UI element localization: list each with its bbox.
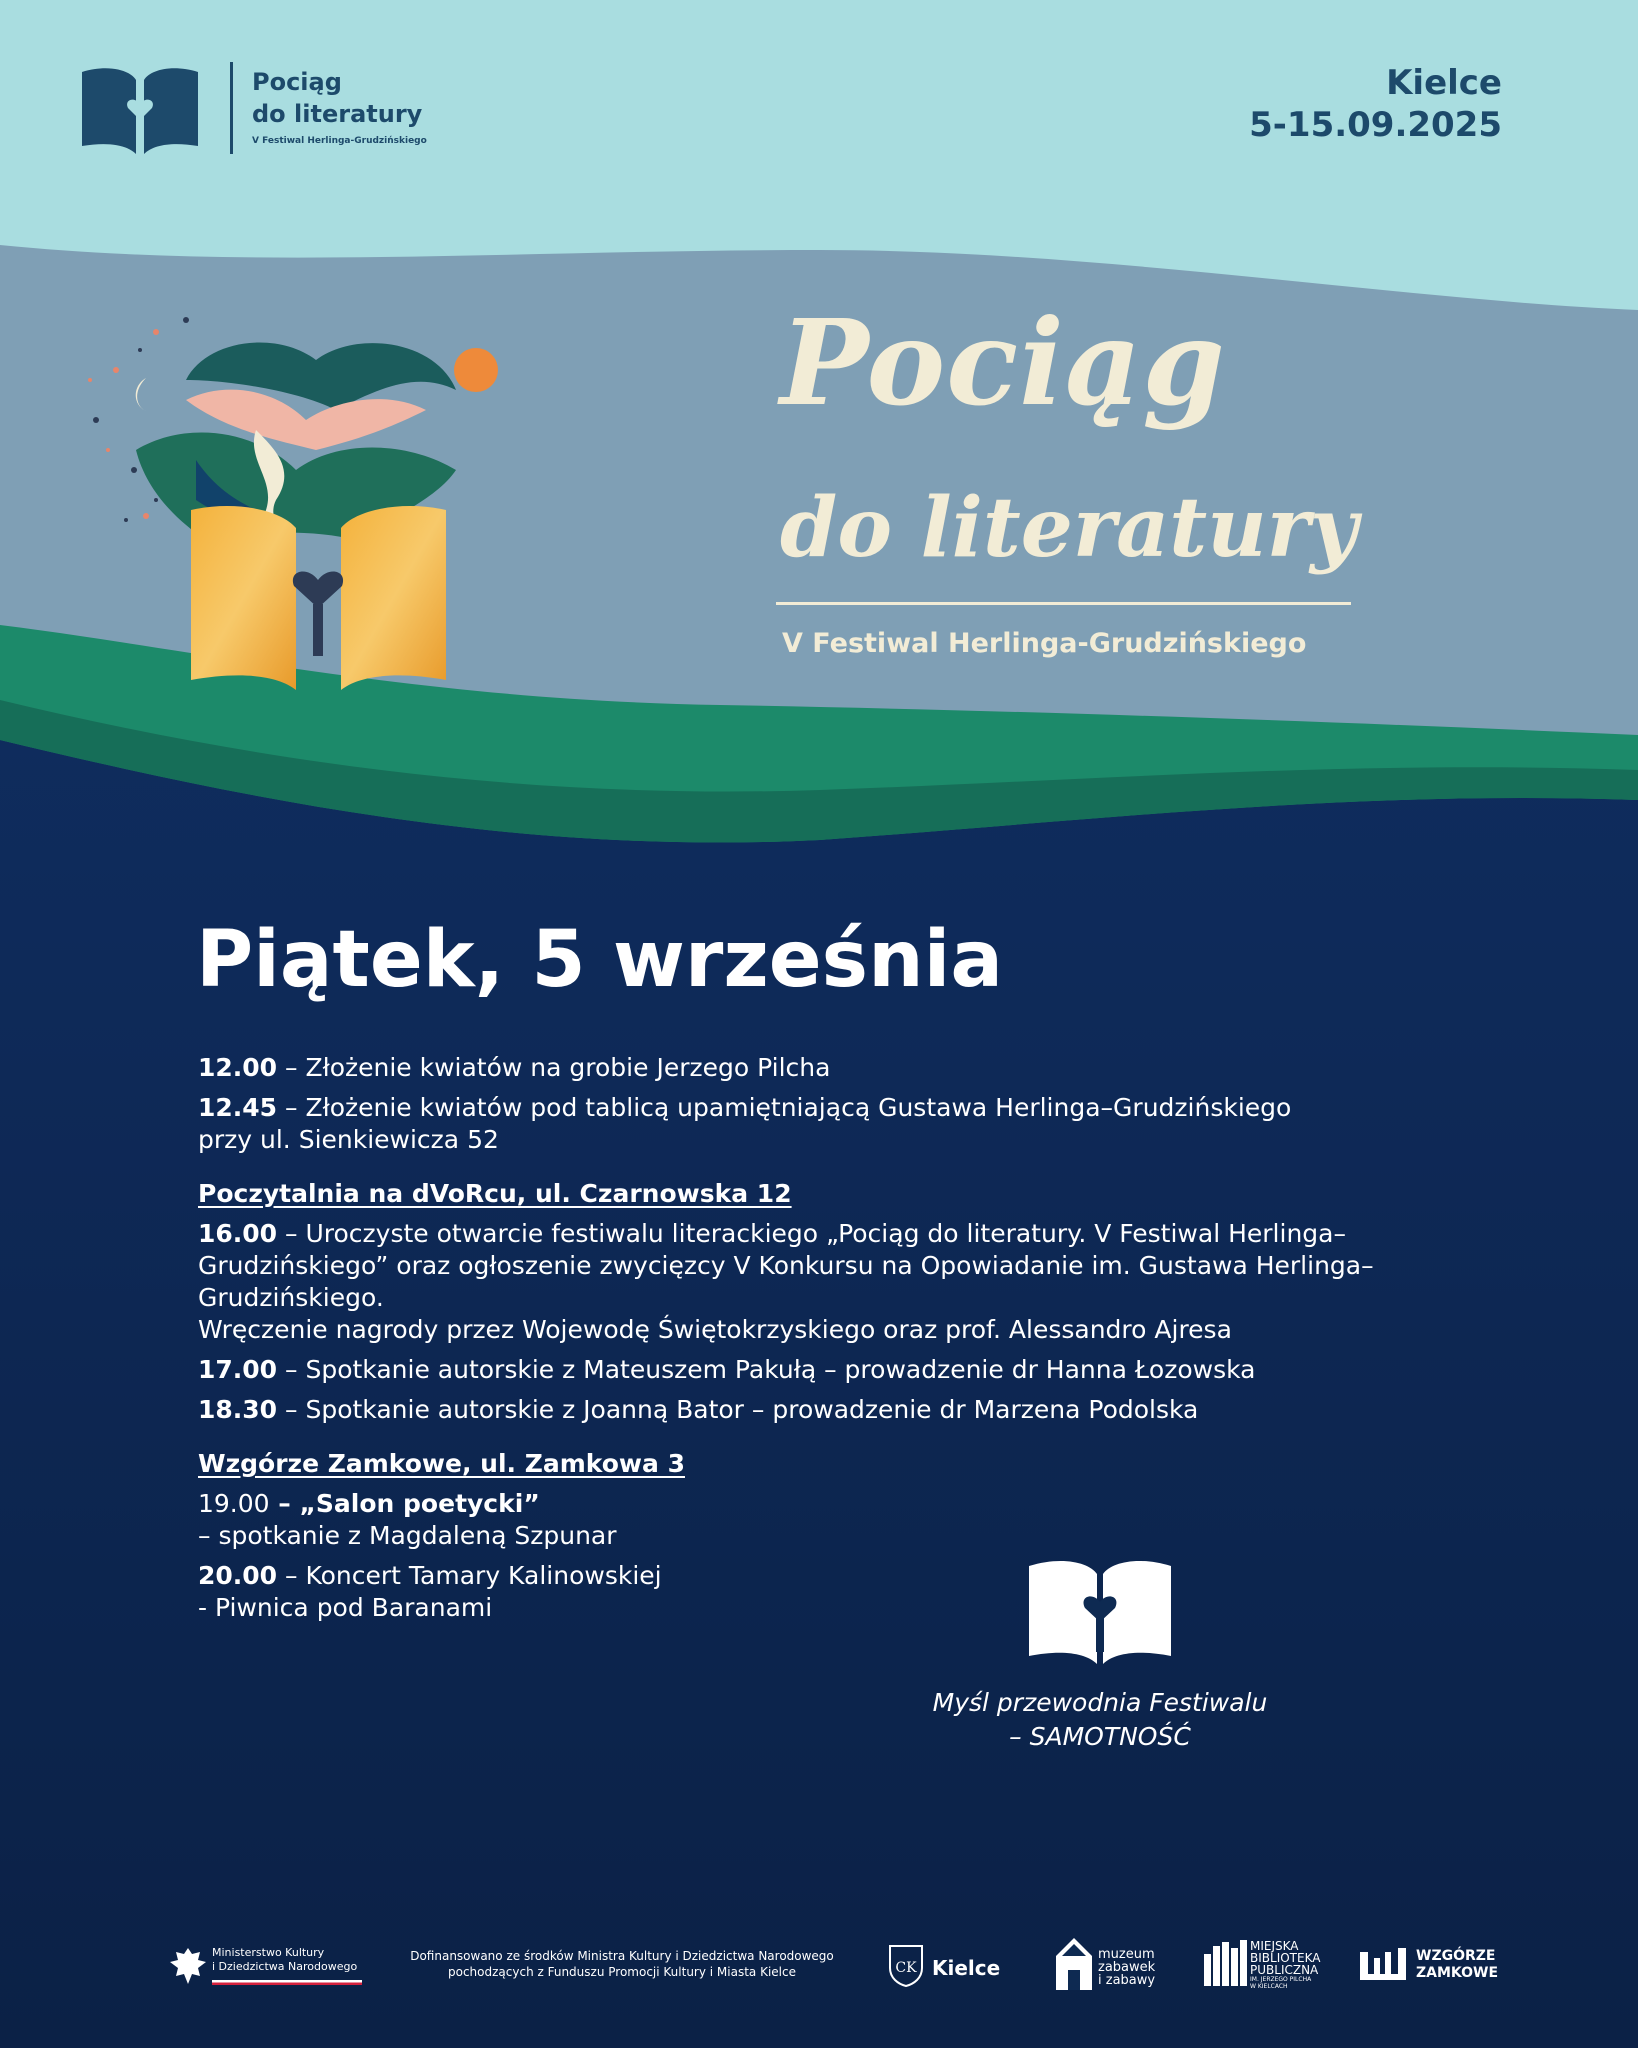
- entry-time: 12.00: [198, 1053, 278, 1082]
- program-entry: [198, 1052, 1498, 1084]
- wzgorze-line1: WZGÓRZE: [1416, 1948, 1496, 1964]
- entry-time: 12.45: [198, 1093, 278, 1122]
- wzgorze-logo: [1358, 1946, 1508, 1990]
- entry-text: Wręczenie nagrody przez Wojewodę Świętokrzyskiego oraz prof. Alessandro Ajresa: [198, 1315, 1232, 1344]
- books-icon: [1202, 1938, 1250, 1988]
- entry-text: - Piwnica pod Baranami: [198, 1593, 493, 1622]
- logo-divider: [230, 62, 233, 154]
- program-entry: [198, 1354, 1498, 1386]
- eagle-icon: [168, 1944, 208, 1988]
- library-logo: [1202, 1938, 1332, 1998]
- venue-heading: Wzgórze Zamkowe, ul. Zamkowa 3: [198, 1449, 685, 1478]
- entry-text: Grudzińskiego.: [198, 1283, 384, 1312]
- funding-line2: pochodzących z Funduszu Promocji Kultury i Miasta Kielce: [448, 1965, 796, 1979]
- program-entry: [198, 1218, 1498, 1346]
- kielce-name: Kielce: [932, 1956, 1001, 1980]
- motif-line2: – SAMOTNOŚĆ: [1009, 1722, 1191, 1751]
- castle-hill-icon: [1358, 1946, 1408, 1982]
- dates: 5-15.09.2025: [1249, 105, 1502, 145]
- venue-heading: Poczytalnia na dVoRcu, ul. Czarnowska 12: [198, 1179, 792, 1208]
- entry-time: 19.00: [198, 1489, 270, 1518]
- crest-letters: CK: [895, 1960, 917, 1976]
- logo-line2: do literatury: [252, 100, 423, 128]
- entry-title: – „Salon poetycki”: [269, 1489, 540, 1518]
- library-line1: MIEJSKA: [1250, 1939, 1299, 1953]
- entry-text: – spotkanie z Magdaleną Szpunar: [198, 1521, 617, 1550]
- festival-logo-icon: [78, 62, 202, 158]
- motif-line1: Myśl przewodnia Festiwalu: [932, 1688, 1268, 1717]
- logo-line1: Pociąg: [252, 68, 342, 96]
- entry-text: – Koncert Tamary Kalinowskiej: [277, 1561, 662, 1590]
- entry-text: przy ul. Sienkiewicza 52: [198, 1125, 499, 1154]
- hero-subtitle: V Festiwal Herlinga-Grudzińskiego: [782, 628, 1307, 659]
- entry-text: – Uroczyste otwarcie festiwalu literackiego „Pociąg do literatury. V Festiwal Herlinga–: [277, 1219, 1346, 1248]
- funding-line1: Dofinansowano ze środków Ministra Kultury i Dziedzictwa Narodowego: [410, 1949, 834, 1963]
- hero-title-line1: Pociąg: [780, 293, 1226, 432]
- program-entry: [198, 1092, 1498, 1156]
- museum-text: [1098, 1948, 1155, 1987]
- museum-line3: i zabawy: [1098, 1973, 1156, 1988]
- program-entry: [198, 1394, 1498, 1426]
- library-line5: W KIELCACH: [1250, 1983, 1288, 1990]
- museum-logo: [1054, 1936, 1174, 1996]
- book-illustration: [56, 300, 516, 720]
- program-entry: [198, 1488, 738, 1552]
- library-line4: IM. JERZEGO PILCHA: [1250, 1976, 1312, 1983]
- city-date: [1249, 62, 1502, 146]
- hero-rule: [776, 602, 1351, 605]
- entry-text: Grudzińskiego” oraz ogłoszenie zwycięzcy V Konkursu na Opowiadanie im. Gustawa Herlinga–: [198, 1251, 1374, 1280]
- entry-text: – Złożenie kwiatów pod tablicą upamiętniającą Gustawa Herlinga–Grudzińskiego: [277, 1093, 1292, 1122]
- wzgorze-text: [1416, 1948, 1498, 1982]
- house-icon: [1054, 1936, 1094, 1992]
- kielce-logo: [888, 1944, 1008, 1990]
- hero-title-line2: do literatury: [780, 480, 1358, 576]
- ministry-text: [212, 1946, 372, 1974]
- city: Kielce: [1386, 63, 1502, 103]
- program-entry: [198, 1560, 738, 1624]
- day-title: Piątek, 5 września: [196, 915, 1003, 1005]
- festival-motif: [880, 1686, 1320, 1754]
- entry-time: 16.00: [198, 1219, 278, 1248]
- museum-line2: zabawek: [1098, 1960, 1156, 1975]
- ministry-line1: Ministerstwo Kultury: [212, 1946, 325, 1959]
- book-heart-icon: [1025, 1552, 1175, 1668]
- polish-flag-stripe: [212, 1980, 362, 1985]
- entry-text: – Złożenie kwiatów na grobie Jerzego Pilcha: [277, 1053, 831, 1082]
- kielce-crest-icon: [888, 1944, 924, 1988]
- ministry-line2: i Dziedzictwa Narodowego: [212, 1960, 358, 1973]
- library-text: [1250, 1940, 1320, 1990]
- entry-text: – Spotkanie autorskie z Joanną Bator – prowadzenie dr Marzena Podolska: [277, 1395, 1199, 1424]
- entry-text: – Spotkanie autorskie z Mateuszem Pakułą – prowadzenie dr Hanna Łozowska: [277, 1355, 1256, 1384]
- entry-time: 20.00: [198, 1561, 278, 1590]
- logo-line3: V Festiwal Herlinga-Grudzińskiego: [252, 136, 427, 146]
- logo-wordmark: [252, 66, 427, 146]
- wzgorze-line2: ZAMKOWE: [1416, 1965, 1499, 1981]
- entry-time: 17.00: [198, 1355, 278, 1384]
- funding-note: [392, 1948, 852, 1980]
- museum-line1: muzeum: [1098, 1947, 1155, 1962]
- program-list: [198, 1052, 1498, 1632]
- library-line2: BIBLIOTEKA: [1250, 1951, 1321, 1965]
- footer-sponsors: [0, 1920, 1638, 2010]
- entry-time: 18.30: [198, 1395, 278, 1424]
- library-line3: PUBLICZNA: [1250, 1963, 1319, 1977]
